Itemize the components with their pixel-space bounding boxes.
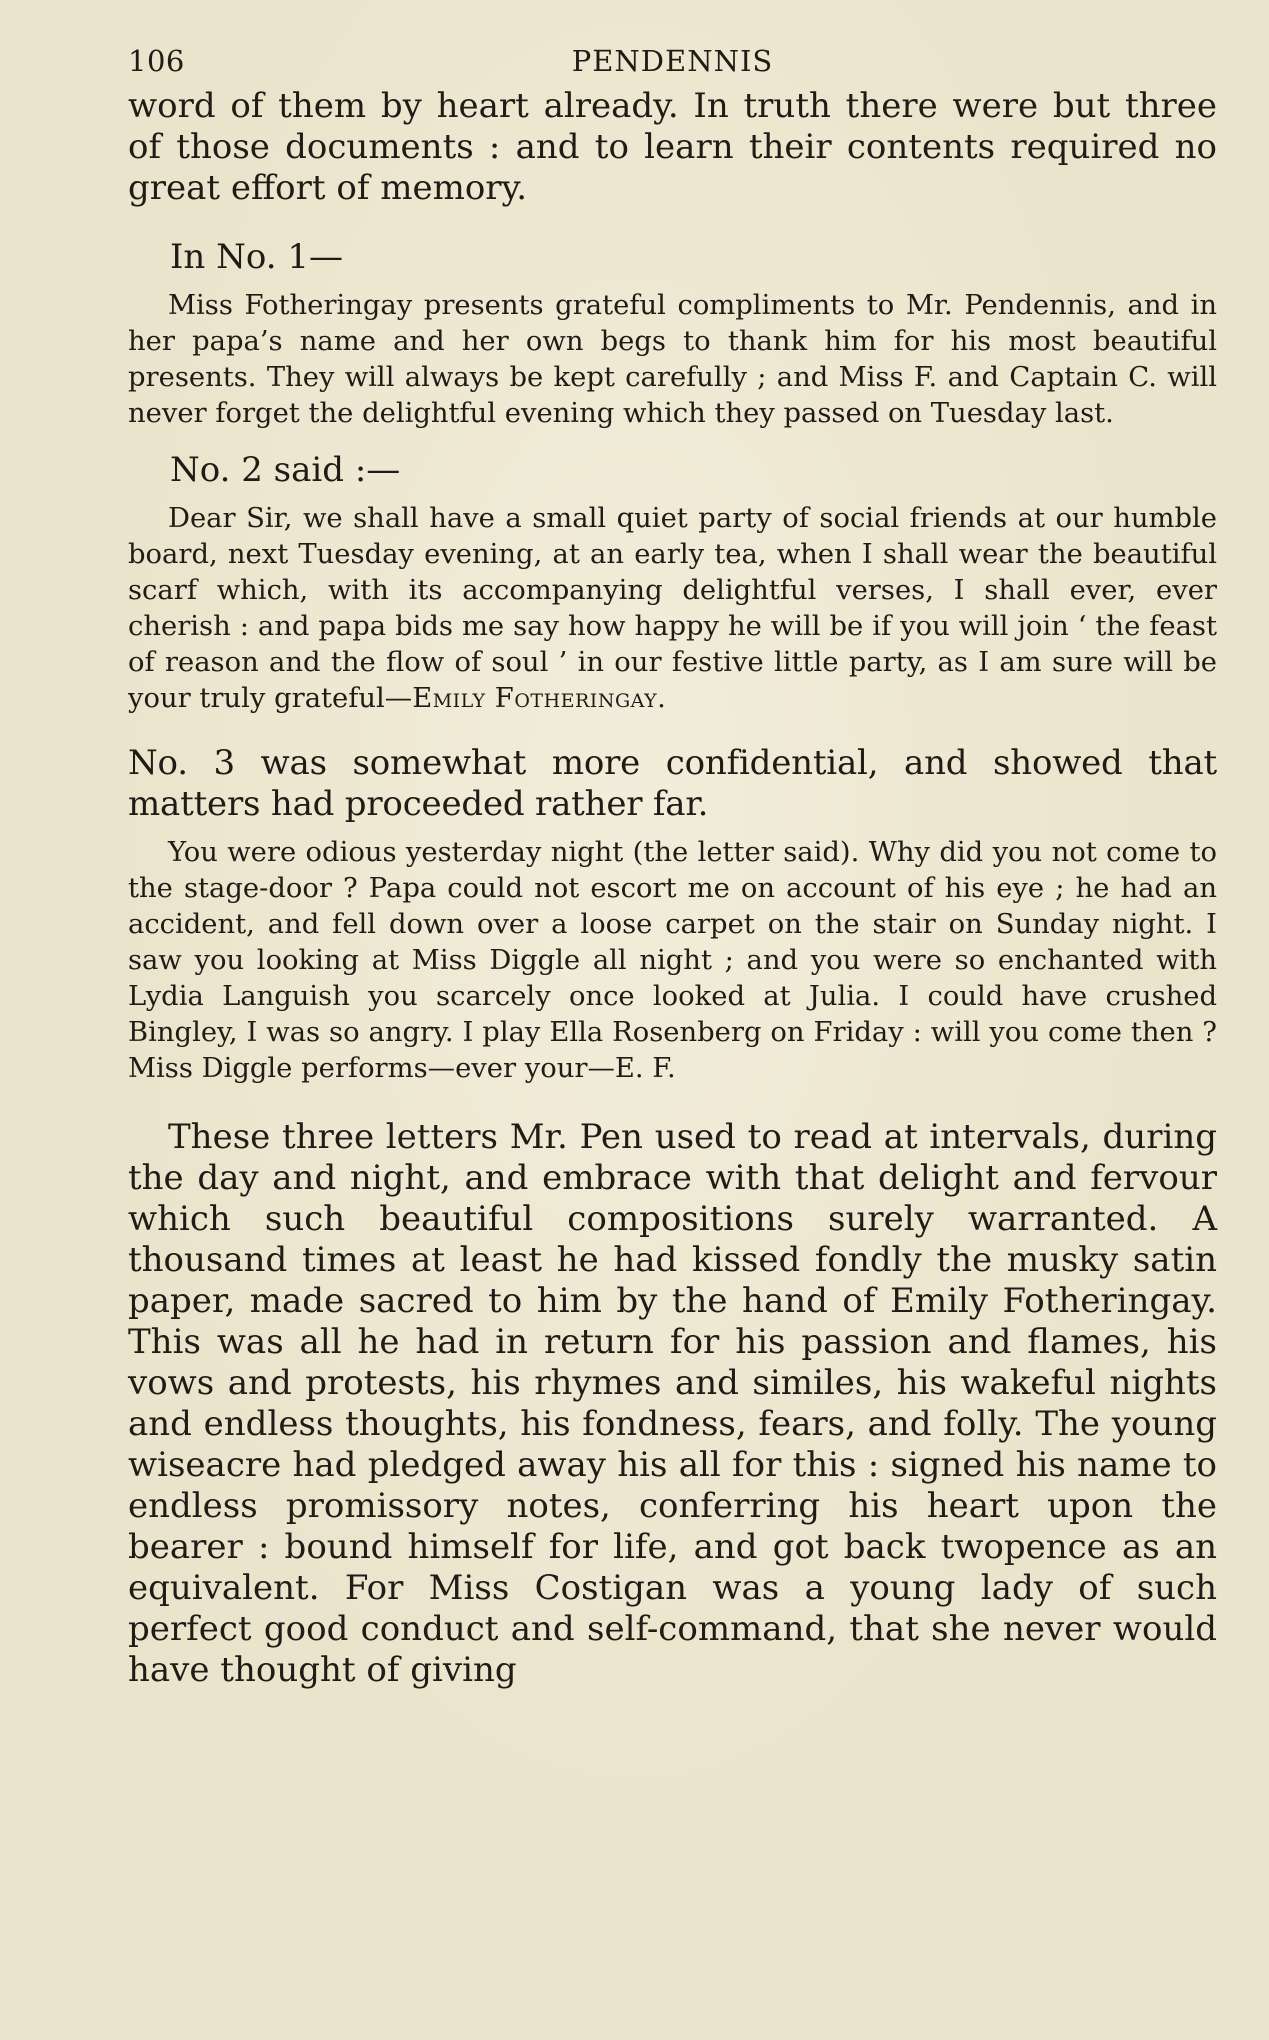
opening-paragraph: word of them by heart already. In truth there were but three of those documents : and to learn their contents required no great effort of memory. [128, 86, 1217, 208]
letter-3-text: You were odious yesterday night (the letter said). Why did you not come to the stage-door ? Papa could not escort me on account of his eye ; he had an accident, and fell down over a loose carpet on the stair on Sunday night. I saw you looking at Miss Diggle all night ; and you were so enchanted with Lydia Languish you scarcely once looked at Julia. I could have crushed Bingley, I was so angry. I play Ella Rosenberg on Friday : will you come then ? Miss Diggle performs—ever your—E. F. [128, 837, 1217, 1084]
letter-1-heading: In No. 1— [170, 237, 344, 277]
running-title: PENDENNIS [571, 44, 774, 78]
letter-2-heading: No. 2 said :— [170, 450, 401, 490]
letter-1-text: Miss Fotheringay presents grateful compliments to Mr. Pendennis, and in her papa’s name and her own begs to thank him for his most beautiful presents. They will always be kept carefully ; and Miss F. and Captain C. will never forget the delightful evening which they passed on Tuesday last. [128, 290, 1217, 429]
letter-2-text [128, 501, 1217, 717]
letter-2-main-text: Dear Sir, we shall have a small quiet party of social friends at our humble board, next Tuesday evening, at an early tea, when I shall wear the beautiful scarf which, with its accompanying delightful verses, I shall ever, ever cherish : and papa bids me say how happy he will be if you will join ‘ the feast of reason and the flow of soul ’ in our festive little party, as I am sure will be your truly grateful— [128, 503, 1217, 714]
letter-3-intro: No. 3 was somewhat more confidential, and showed that matters had proceeded rather far. [128, 743, 1217, 824]
page-number: 106 [128, 44, 185, 78]
running-head [128, 38, 1217, 86]
letter-2-signature: Emily Fotheringay. [412, 683, 667, 714]
closing-paragraph: These three letters Mr. Pen used to read at intervals, during the day and night, and embrace with that delight and fervour which such beautiful compositions surely warranted. A thousand times at least he had kissed fondly the musky satin paper, made sacred to him by the hand of Emily Fotheringay. This was all he had in return for his passion and flames, his vows and protests, his rhymes and similes, his wakeful nights and endless thoughts, his fondness, fears, and folly. The young wiseacre had pledged away his all for this : signed his name to endless promissory notes, conferring his heart upon the bearer : bound himself for life, and got back twopence as an equivalent. For Miss Costigan was a young lady of such perfect good conduct and self-command, that she never would have thought of giving [128, 1117, 1217, 1690]
